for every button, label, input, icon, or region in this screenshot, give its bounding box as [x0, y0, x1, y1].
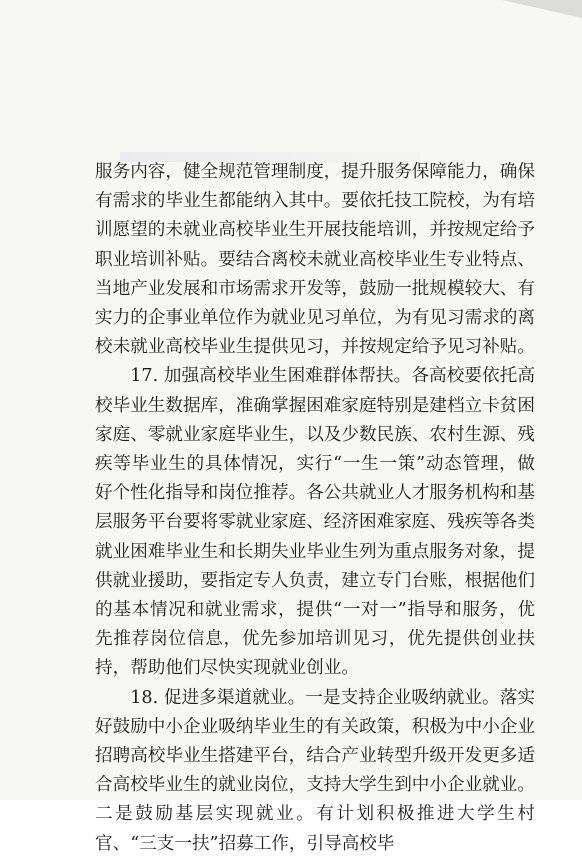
paragraph-continuation: 服务内容，健全规范管理制度，提升服务保障能力，确保有需求的毕业生都能纳入其中。要依托技工院校，为有培训愿望的未就业高校毕业生开展技能培训，并按规定给予职业培训补贴。要结合离校未就业高校毕业生专业特点、当地产业发展和市场需求开发等，鼓励一批规模较大、有实力的企事业单位作为就业见习单位，为有见习需求的离校未就业高校毕业生提供见习，并按规定给予见习补贴。	[95, 162, 535, 358]
page-fold-corner	[502, 0, 582, 18]
paragraph-18: 18. 促进多渠道就业。一是支持企业吸纳就业。落实好鼓励中小企业吸纳毕业生的有关政策，积极为中小企业招聘高校毕业生搭建平台，结合产业转型升级开发更多适合高校毕业生的就业岗位，支持大学生到中小企业就业。二是鼓励基层实现就业。有计划积极推进大学生村官、“三支一扶”招募工作，引导高校毕	[95, 687, 535, 854]
paragraph-17: 17. 加强高校毕业生困难群体帮扶。各高校要依托高校毕业生数据库，准确掌握困难家庭特别是建档立卡贫困家庭、零就业家庭毕业生，以及少数民族、农村生源、残疾等毕业生的具体情况，实行“一生一策”动态管理，做好个性化指导和岗位推荐。各公共就业人才服务机构和基层服务平台要将零就业家庭、经济困难家庭、残疾等各类就业困难毕业生和长期失业毕业生列为重点服务对象，提供就业援助，要指定专人负责，建立专门台账，根据他们的基本情况和就业需求，提供“一对一”指导和服务，优先推荐岗位信息，优先参加培训见习，优先提供创业扶持，帮助他们尽快实现就业创业。	[95, 366, 535, 679]
document-body	[95, 158, 535, 859]
